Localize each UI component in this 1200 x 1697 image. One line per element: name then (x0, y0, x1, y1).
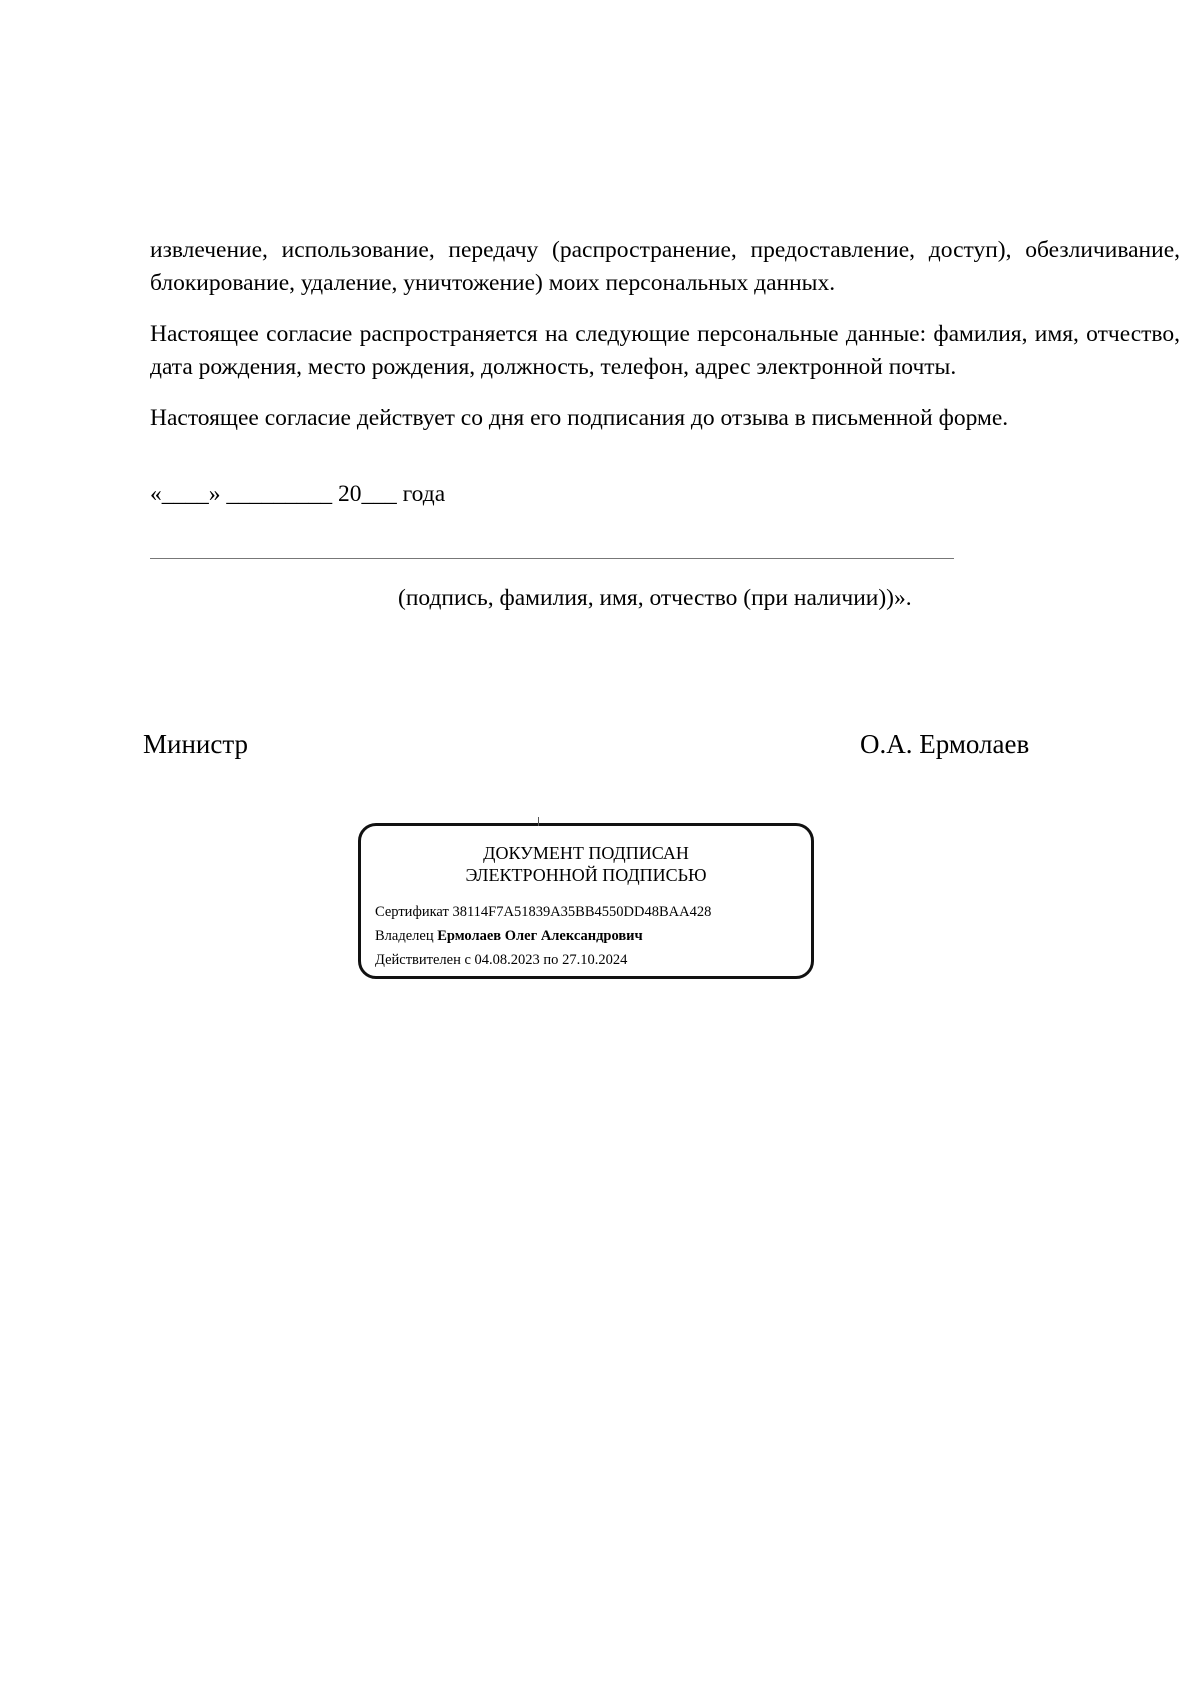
stamp-certificate-label: Сертификат (375, 904, 449, 920)
stamp-title-line-2: ЭЛЕКТРОННОЙ ПОДПИСЬЮ (465, 865, 707, 885)
stamp-validity-row (375, 951, 627, 969)
stamp-title-line-1: ДОКУМЕНТ ПОДПИСАН (483, 843, 689, 863)
stamp-valid-from: 04.08.2023 (474, 952, 540, 968)
stamp-notch (538, 817, 539, 826)
paragraph-consent-validity: Настоящее согласие действует со дня его подписания до отзыва в письменной форме. (150, 405, 1009, 431)
signature-line (150, 558, 954, 559)
stamp-valid-label: Действителен с (375, 952, 471, 968)
stamp-owner-value: Ермолаев Олег Александрович (437, 928, 643, 944)
stamp-certificate-row (375, 903, 711, 921)
stamp-owner-label: Владелец (375, 928, 434, 944)
stamp-certificate-value: 38114F7A51839A35BB4550DD48BAA428 (452, 904, 712, 920)
stamp-title (361, 842, 811, 886)
stamp-valid-to-label: по (543, 952, 559, 968)
signatory-position: Министр (143, 729, 248, 759)
paragraph-personal-data-list: Настоящее согласие распространяется на следующие персональные данные: фамилия, имя, отчество, дата рождения, место рождения, должность, телефон, адрес электронной почты. (150, 321, 1180, 380)
paragraph-processing-actions: извлечение, использование, передачу (распространение, предоставление, доступ), обезличивание, блокирование, удаление, уничтожение) моих персональных данных. (150, 237, 1180, 296)
date-blank-line: «____» _________ 20___ года (150, 481, 446, 507)
electronic-signature-stamp (358, 823, 814, 979)
signature-caption: (подпись, фамилия, имя, отчество (при наличии))». (398, 585, 912, 611)
signatory-name: О.А. Ермолаев (860, 729, 1030, 759)
stamp-valid-to: 27.10.2024 (562, 952, 628, 968)
stamp-owner-row (375, 927, 643, 945)
